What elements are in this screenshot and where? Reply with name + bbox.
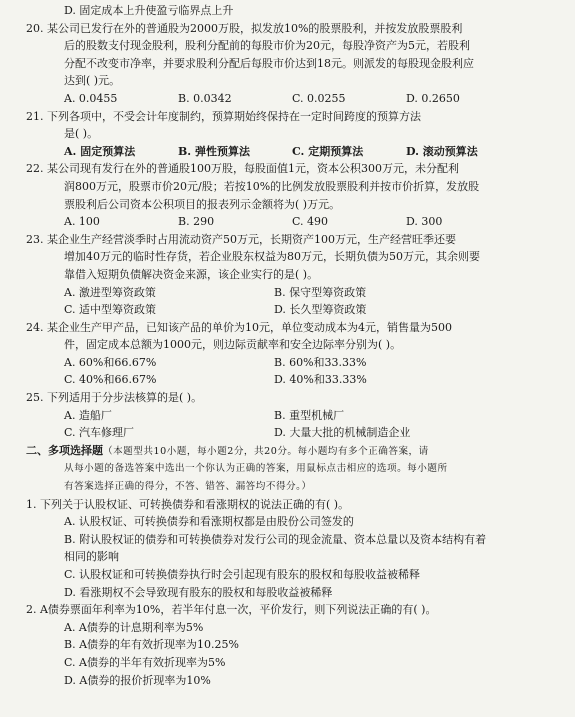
question-22-options	[22, 213, 555, 231]
question-22	[22, 160, 555, 230]
question-24-option-b[interactable]: B. 60%和33.33%	[274, 355, 367, 369]
question-23-line-1: 23. 某企业生产经营淡季时占用流动资产50万元，长期资产100万元，生产经营旺季还要	[26, 232, 456, 246]
question-23-options-row-1	[22, 284, 555, 302]
multi-question-2-option-b[interactable]: B. A债券的年有效折现率为10.25%	[64, 638, 239, 652]
question-24-line-1: 24. 某企业生产甲产品，已知该产品的单价为10元，单位变动成本为4元，销售量为500	[26, 320, 452, 334]
question-23-option-c[interactable]: C. 适中型筹资政策	[64, 303, 157, 317]
section-2-note-line-3: 有答案选择正确的得分，不答、错答、漏答均不得分。）	[64, 481, 312, 493]
multi-question-1-line-1: 1. 下列关于认股权证、可转换债券和看涨期权的说法正确的有( )。	[26, 497, 350, 511]
question-21	[22, 108, 555, 161]
question-20-line-4: 达到( )元。	[64, 74, 121, 88]
question-20	[22, 20, 555, 108]
multi-question-1-option-b-cont: 相同的影响	[64, 550, 119, 564]
question-21-options	[22, 143, 555, 161]
multi-question-2-option-c[interactable]: C. A债券的半年有效折现率为5%	[64, 655, 226, 669]
multi-question-2-line-1: 2. A债券票面年利率为10%，若半年付息一次，平价发行，则下列说法正确的有( )。	[26, 603, 437, 617]
question-23-line-3: 靠借入短期负债解决资金来源，该企业实行的是( )。	[64, 267, 319, 281]
multi-question-1-option-b[interactable]: B. 附认股权证的债券和可转换债券对发行公司的现金流量、资本总量以及资本结构有着	[64, 532, 487, 546]
question-22-line-1: 22. 某公司现有发行在外的普通股100万股，每股面值1元，资本公积300万元，未分配利	[26, 162, 459, 176]
question-23-option-d[interactable]: D. 长久型筹资政策	[274, 303, 367, 317]
multi-question-1-option-c[interactable]: C. 认股权证和可转换债券执行时会引起现有股东的股权和每股收益被稀释	[64, 568, 421, 581]
question-20-line-3: 分配不改变市净率，并要求股利分配后每股市价达到18元。则派发的每股现金股利应	[64, 56, 474, 70]
question-20-line-2: 后的股数支付现金股利，股利分配前的每股市价为20元，每股净资产为5元，若股利	[64, 39, 470, 53]
question-25-options-row-2	[22, 424, 555, 442]
question-20-option-b[interactable]: B. 0.0342	[178, 91, 232, 105]
question-24-options-row-2	[22, 371, 555, 389]
multi-question-2-option-a[interactable]: A. A债券的计息期利率为5%	[64, 620, 204, 634]
question-25	[22, 389, 555, 442]
question-25-option-a[interactable]: A. 造船厂	[64, 408, 112, 422]
question-20-options	[22, 90, 555, 108]
question-23-options-row-2	[22, 301, 555, 319]
question-21-option-a[interactable]: A. 固定预算法	[64, 144, 136, 158]
question-20-option-d[interactable]: D. 0.2650	[406, 91, 460, 105]
question-22-option-d[interactable]: D. 300	[406, 215, 443, 229]
question-25-option-c[interactable]: C. 汽车修理厂	[64, 426, 135, 440]
question-24-option-a[interactable]: A. 60%和66.67%	[64, 355, 157, 369]
question-22-option-a[interactable]: A. 100	[64, 215, 100, 229]
question-25-option-b[interactable]: B. 重型机械厂	[274, 408, 345, 422]
question-21-option-b[interactable]: B. 弹性预算法	[178, 144, 250, 158]
question-22-option-c[interactable]: C. 490	[292, 215, 329, 229]
section-2-note-line-2: 从每小题的备选答案中选出一个你认为正确的答案，用鼠标点击相应的选项。每小题所	[64, 463, 448, 475]
question-23-option-a[interactable]: A. 激进型筹资政策	[64, 285, 156, 299]
multi-question-1-option-a[interactable]: A. 认股权证、可转换债券和看涨期权都是由股份公司签发的	[64, 515, 354, 529]
question-21-option-d[interactable]: D. 滚动预算法	[406, 144, 478, 158]
question-24-option-c[interactable]: C. 40%和66.67%	[64, 373, 157, 387]
question-22-line-2: 润800万元，股票市价20元/股；若按10%的比例发放股票股利并按市价折算，发放股	[64, 179, 480, 193]
question-24-options-row-1	[22, 354, 555, 372]
multi-question-1-option-d[interactable]: D. 看涨期权不会导致现有股东的股权和每股收益被稀释	[64, 585, 333, 599]
question-22-option-b[interactable]: B. 290	[178, 215, 215, 229]
question-25-option-d[interactable]: D. 大量大批的机械制造企业	[274, 426, 411, 440]
question-20-line-1: 20. 某公司已发行在外的普通股为2000万股，拟发放10%的股票股利，并按发放股票股利	[26, 21, 463, 35]
question-24-line-2: 件，固定成本总额为1000元，则边际贡献率和安全边际率分别为( )。	[64, 338, 402, 352]
multi-question-1	[22, 496, 555, 602]
question-21-option-c[interactable]: C. 定期预算法	[292, 144, 364, 158]
section-2-note-line-1: （本题型共10小题，每小题2分，共20分。每小题均有多个正确答案，请	[103, 445, 429, 457]
question-23-option-b[interactable]: B. 保守型筹资政策	[274, 285, 367, 299]
question-25-line-1: 25. 下列适用于分步法核算的是( )。	[26, 391, 203, 405]
section-2-title: 二、多项选择题	[26, 443, 103, 457]
question-22-line-3: 票股利后公司资本公积项目的报表列示金额将为( )万元。	[64, 197, 341, 211]
question-21-line-2: 是( )。	[64, 127, 99, 141]
question-20-option-a[interactable]: A. 0.0455	[64, 91, 118, 105]
question-21-line-1: 21. 下列各项中，不受会计年度制约，预算期始终保持在一定时间跨度的预算方法	[26, 109, 421, 123]
section-multiple-choice	[22, 442, 555, 496]
question-24-option-d[interactable]: D. 40%和33.33%	[274, 373, 367, 387]
section-2-header	[22, 442, 555, 461]
question-23	[22, 231, 555, 319]
question-20-option-c[interactable]: C. 0.0255	[292, 91, 346, 105]
question-25-options-row-1	[22, 407, 555, 425]
question-24	[22, 319, 555, 389]
prev-question-option-d: D. 固定成本上升使盈亏临界点上升	[64, 4, 234, 17]
multi-question-2	[22, 601, 555, 689]
question-23-line-2: 增加40万元的临时性存货，若企业股东权益为80万元，长期负债为50万元，其余则要	[64, 250, 480, 264]
multi-question-2-option-d[interactable]: D. A债券的报价折现率为10%	[64, 673, 211, 687]
